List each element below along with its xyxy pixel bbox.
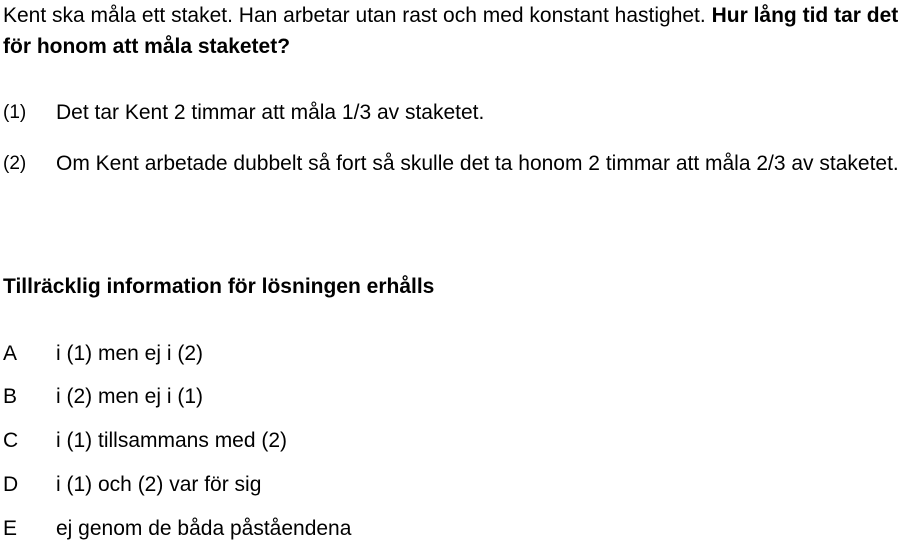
option-letter: B	[3, 385, 18, 408]
question-ask: Hur lång tid tar det för honom att måla staketet?	[3, 4, 899, 58]
option-letter: D	[3, 473, 19, 496]
answer-option-e[interactable]	[3, 513, 899, 544]
instruction-heading: Tillräcklig information för lösningen erhålls	[3, 275, 435, 298]
option-text: i (2) men ej i (1)	[56, 385, 204, 408]
statement-text: Det tar Kent 2 timmar att måla 1/3 av staketet.	[56, 101, 485, 124]
question-text	[3, 0, 899, 62]
option-text: i (1) och (2) var för sig	[56, 473, 262, 496]
option-text: i (1) men ej i (2)	[56, 342, 204, 365]
answer-option-c[interactable]	[3, 425, 899, 456]
option-letter: C	[3, 429, 19, 452]
statement-1	[3, 97, 899, 128]
option-letter: A	[3, 342, 18, 365]
option-text: ej genom de båda påståendena	[56, 517, 352, 540]
statement-text: Om Kent arbetade dubbelt så fort så skulle det ta honom 2 timmar att måla 2/3 av staketet.	[56, 152, 899, 175]
option-text: i (1) tillsammans med (2)	[56, 429, 288, 452]
answer-option-b[interactable]	[3, 381, 899, 412]
statement-number: (1)	[3, 102, 27, 123]
statement-number: (2)	[3, 153, 27, 174]
question-intro: Kent ska måla ett staket. Han arbetar utan rast och med konstant hastighet.	[3, 4, 706, 27]
statement-2	[3, 148, 899, 179]
answer-option-d[interactable]	[3, 469, 899, 500]
answer-option-a[interactable]	[3, 338, 899, 369]
option-letter: E	[3, 517, 18, 540]
